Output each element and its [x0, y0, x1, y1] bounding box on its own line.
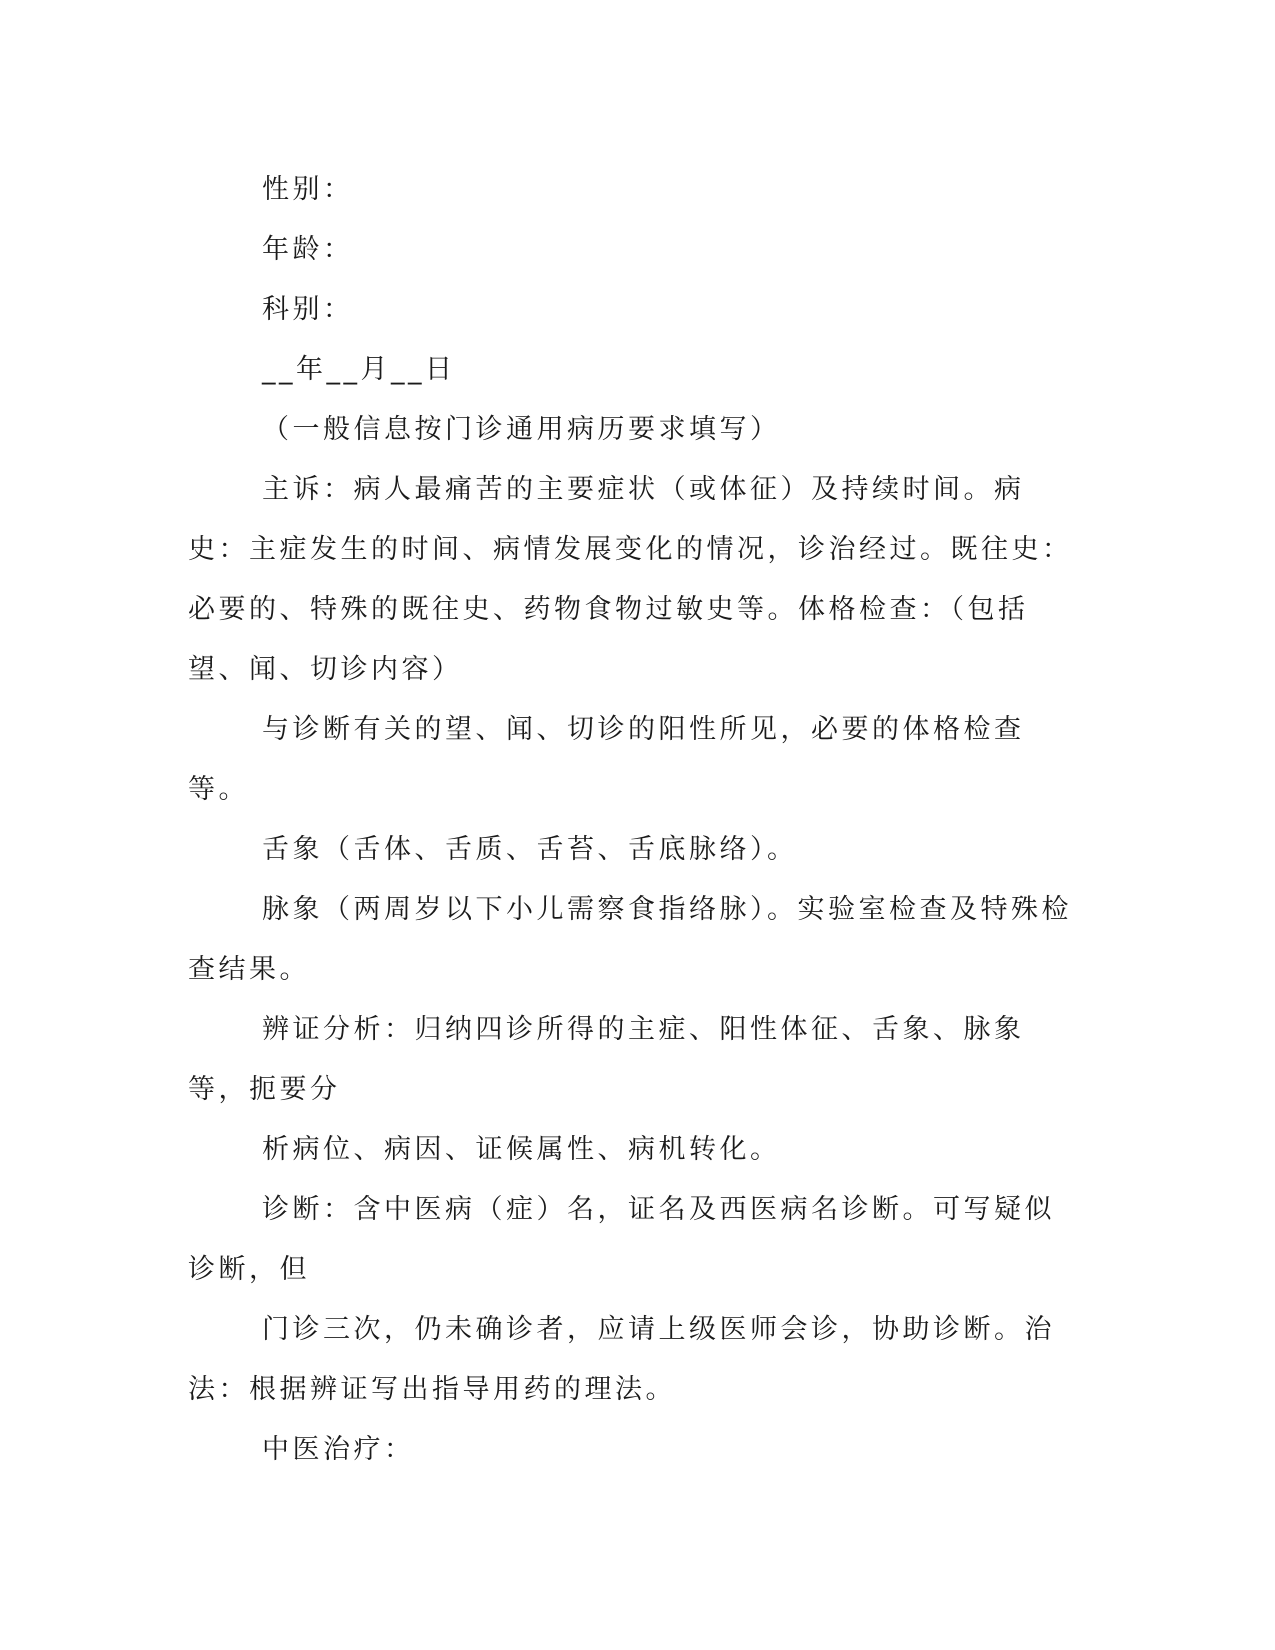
field-age: 年龄： — [262, 234, 354, 265]
syndrome-analysis-paragraph: 辨证分析：归纳四诊所得的主症、阳性体征、舌象、脉象等，扼要分 — [188, 1014, 1025, 1105]
tongue-paragraph: 舌象（舌体、舌质、舌苔、舌底脉络）。 — [262, 834, 798, 865]
document-body — [188, 160, 1078, 1480]
field-gender: 性别： — [262, 174, 354, 205]
chief-complaint-paragraph: 主诉：病人最痛苦的主要症状（或体征）及持续时间。病史：主症发生的时间、病情发展变化的情况，诊治经过。既往史：必要的、特殊的既往史、药物食物过敏史等。体格检查：（包括望、闻、切诊内容） — [188, 474, 1073, 685]
diagnostic-findings-paragraph: 与诊断有关的望、闻、切诊的阳性所见，必要的体格检查等。 — [188, 714, 1025, 805]
tcm-treatment-heading: 中医治疗： — [262, 1434, 415, 1465]
diagnosis-paragraph: 诊断：含中医病（症）名，证名及西医病名诊断。可写疑似诊断，但 — [188, 1194, 1055, 1285]
consultation-paragraph: 门诊三次，仍未确诊者，应请上级医师会诊，协助诊断。治法：根据辨证写出指导用药的理法。 — [188, 1314, 1055, 1405]
general-info-note: （一般信息按门诊通用病历要求填写） — [262, 414, 781, 445]
pulse-paragraph: 脉象（两周岁以下小儿需察食指络脉）。实验室检查及特殊检查结果。 — [188, 894, 1072, 985]
field-date: __年__月__日 — [262, 354, 456, 385]
analysis-continued-paragraph: 析病位、病因、证候属性、病机转化。 — [262, 1134, 781, 1165]
field-department: 科别： — [262, 294, 354, 325]
